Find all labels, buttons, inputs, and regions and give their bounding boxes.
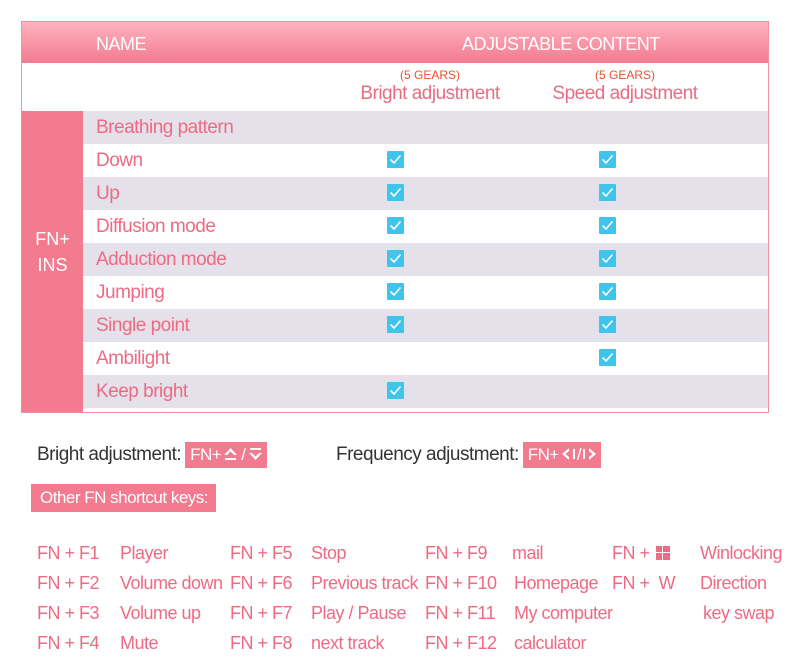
shortcut-key: FN + F12: [425, 633, 497, 653]
table-row: [83, 177, 768, 210]
bright-checkmark-icon: [387, 316, 404, 333]
speed-checkmark-icon: [599, 283, 616, 300]
windows-icon: [656, 546, 670, 560]
shortcut-key: FN + F11: [425, 603, 496, 623]
shortcut-action: Stop: [311, 543, 347, 563]
shortcut-action: Player: [120, 543, 169, 563]
lighting-mode-table: [21, 21, 769, 413]
shortcut-action: next track: [311, 633, 385, 653]
bright-key-text: FN+: [190, 445, 222, 464]
speed-checkmark-icon: [599, 316, 616, 333]
speed-checkmark-icon: [599, 184, 616, 201]
shortcut-key: FN + F6: [230, 573, 293, 593]
row-label: Diffusion mode: [96, 216, 216, 237]
frequency-adjustment-key: FN+ /: [523, 442, 601, 468]
shortcut-action: Homepage: [514, 573, 599, 593]
arrow-left-icon: [561, 447, 576, 461]
row-label: Adduction mode: [96, 249, 227, 270]
column-speed-label: Speed adjustment: [552, 83, 698, 104]
freq-key-text: FN+: [527, 445, 559, 464]
column-speed-gears: (5 GEARS): [594, 68, 655, 82]
shortcut-key: FN + F10: [425, 573, 497, 593]
speed-checkmark-icon: [599, 151, 616, 168]
row-label: Breathing pattern: [96, 117, 234, 138]
shortcut-key-text: FN +: [612, 543, 650, 563]
side-key-line1: FN+: [35, 229, 70, 249]
arrow-right-icon: [582, 447, 597, 461]
speed-checkmark-icon: [599, 217, 616, 234]
table-row: [83, 111, 768, 144]
side-key-label: [22, 111, 83, 412]
row-label: Ambilight: [96, 348, 170, 369]
bright-adjustment-key: FN+ /: [185, 442, 267, 468]
table-header: [22, 22, 768, 63]
shortcut-key: FN + F4: [37, 633, 100, 653]
bright-adjustment-label: Bright adjustment:: [37, 444, 182, 465]
shortcut-action: Mute: [120, 633, 159, 653]
shortcut-key: FN + F1: [37, 543, 100, 563]
header-name: NAME: [96, 34, 147, 54]
bright-checkmark-icon: [387, 217, 404, 234]
table-row: [83, 309, 768, 342]
column-bright-gears: (5 GEARS): [399, 68, 460, 82]
shortcut-action: Play / Pause: [311, 603, 407, 623]
shortcut-action: calculator: [514, 633, 587, 653]
shortcut-key: FN + W: [612, 573, 675, 593]
shortcut-key: FN + F9: [425, 543, 488, 563]
bright-checkmark-icon: [387, 382, 404, 399]
shortcut-key: [612, 543, 670, 564]
row-label: Single point: [96, 315, 190, 336]
shortcut-key: FN + F5: [230, 543, 293, 563]
bright-checkmark-icon: [387, 151, 404, 168]
shortcut-key: FN + F2: [37, 573, 100, 593]
shortcut-action: mail: [512, 543, 544, 563]
speed-checkmark-icon: [599, 349, 616, 366]
shortcut-action: Volume down: [120, 573, 223, 593]
bright-checkmark-icon: [387, 283, 404, 300]
table-row: [83, 342, 768, 375]
speed-checkmark-icon: [599, 250, 616, 267]
row-label: Up: [96, 183, 120, 204]
header-adjustable-content: ADJUSTABLE CONTENT: [462, 34, 660, 54]
frequency-adjustment-label: Frequency adjustment:: [336, 444, 519, 465]
column-bright-label: Bright adjustment: [360, 83, 500, 104]
table-row: [83, 144, 768, 177]
shortcut-action: My computer: [514, 603, 613, 623]
row-label: Jumping: [96, 282, 165, 303]
column-bright: [340, 63, 520, 105]
row-label: Down: [96, 150, 143, 171]
frequency-adjustment-legend: [336, 442, 601, 468]
table-row: [83, 210, 768, 243]
bright-adjustment-legend: [37, 442, 267, 468]
table-row: [83, 243, 768, 276]
table-row: [83, 276, 768, 309]
other-shortcuts-title: Other FN shortcut keys:: [31, 484, 216, 512]
shortcut-action-continued: key swap: [703, 603, 775, 623]
bright-checkmark-icon: [387, 184, 404, 201]
table-rows: [83, 111, 768, 412]
shortcut-action: Direction: [700, 573, 767, 593]
arrow-up-icon: [223, 447, 238, 461]
shortcut-key: FN + F3: [37, 603, 100, 623]
shortcut-key: FN + F7: [230, 603, 293, 623]
side-key-line2: INS: [37, 255, 68, 275]
shortcut-action: Winlocking: [700, 543, 783, 563]
table-row: [83, 375, 768, 408]
shortcut-action: Volume up: [120, 603, 201, 623]
table-subheader: [22, 63, 768, 111]
row-label: Keep bright: [96, 381, 188, 402]
bright-checkmark-icon: [387, 250, 404, 267]
column-speed: [535, 63, 715, 105]
shortcut-action: Previous track: [311, 573, 419, 593]
shortcut-key: FN + F8: [230, 633, 293, 653]
arrow-down-icon: [248, 447, 263, 461]
